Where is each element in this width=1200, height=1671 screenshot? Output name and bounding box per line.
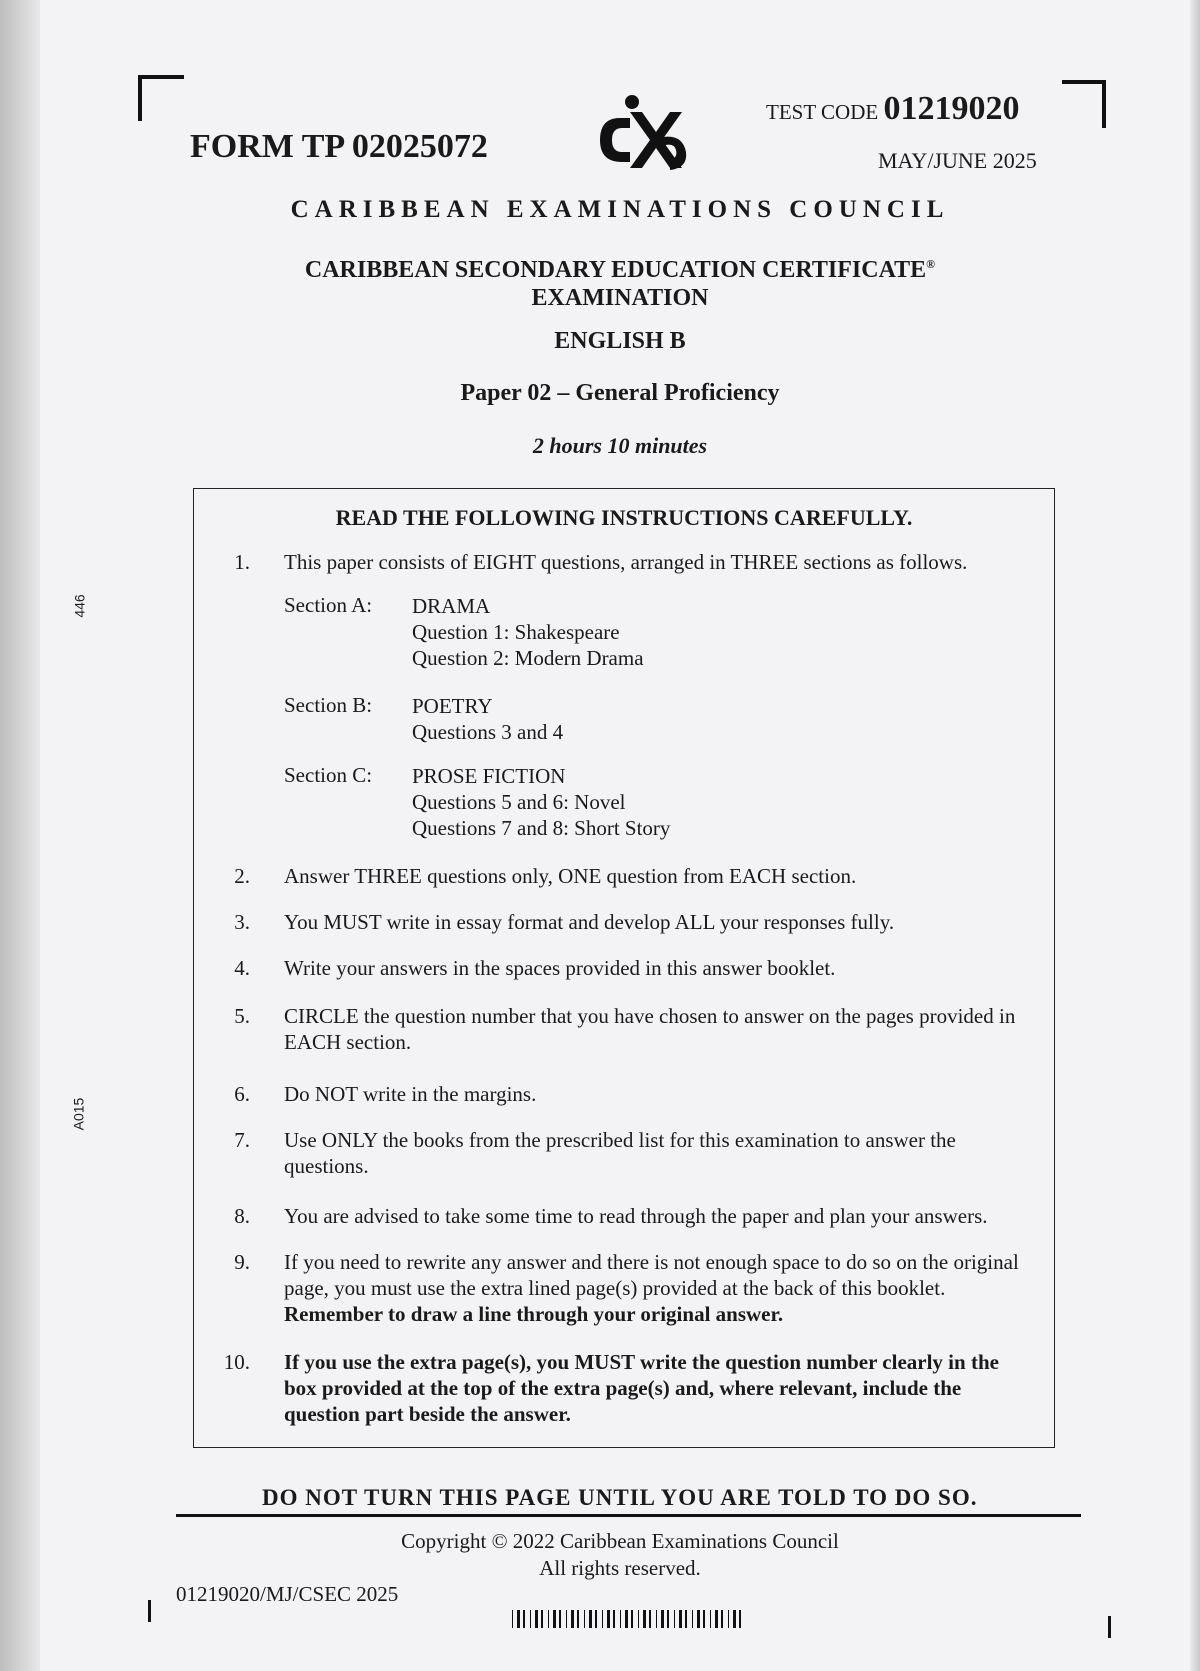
registered-mark: ® (926, 257, 936, 271)
section-line: Questions 3 and 4 (412, 720, 564, 744)
footer-rule (176, 1514, 1081, 1517)
certificate-line-1: CARIBBEAN SECONDARY EDUCATION CERTIFICATE (304, 257, 927, 283)
item-number: 2. (234, 864, 250, 888)
copyright-line: Copyright © 2022 Caribbean Examinations Council (401, 1529, 839, 1553)
corner-mark-top-right (1062, 80, 1106, 128)
item-text: Answer THREE questions only, ONE question from EACH section. (284, 864, 857, 888)
corner-mark-top-left (138, 75, 184, 121)
corner-mark-bottom-right (1108, 1616, 1111, 1638)
paper-title: Paper 02 – General Proficiency (460, 380, 780, 406)
duration: 2 hours 10 minutes (532, 433, 708, 458)
section-line: Question 1: Shakespeare (412, 620, 620, 644)
item-number: 3. (234, 910, 250, 934)
test-code-label: TEST CODE (766, 100, 879, 124)
item-number: 4. (234, 956, 250, 980)
item-text: CIRCLE the question number that you have chosen to answer on the pages provided in EACH section. (284, 1004, 1016, 1054)
item-text: Write your answers in the spaces provided in this answer booklet. (284, 956, 836, 980)
corner-mark-bottom-left (148, 1600, 151, 1622)
item-text: You are advised to take some time to read through the paper and plan your answers. (284, 1204, 988, 1228)
section-line: Questions 5 and 6: Novel (412, 790, 626, 814)
item-number: 7. (234, 1128, 250, 1152)
item-text: Use ONLY the books from the prescribed list for this examination to answer the questions. (284, 1128, 956, 1178)
section-b-body (412, 693, 563, 745)
section-c-label: Section C: (284, 763, 373, 787)
item-number: 9. (234, 1250, 250, 1274)
item-number: 8. (234, 1204, 250, 1228)
barcode-icon (512, 1610, 748, 1628)
cxc-logo-icon (590, 92, 690, 174)
item-number: 6. (234, 1082, 250, 1106)
item-text: If you use the extra page(s), you MUST write the question number clearly in the box provided at the top of the extra page(s) and, where relevant, include the question part beside the answer. (284, 1350, 999, 1426)
section-a-label: Section A: (284, 593, 373, 617)
item-text (284, 1249, 1034, 1327)
instructions-box (193, 488, 1055, 1448)
item-text-regular: If you need to rewrite any answer and there is not enough space to do so on the original page, you must use the extra lined page(s) provided at the back of this booklet. (284, 1250, 1019, 1300)
section-c-body (412, 763, 670, 841)
test-code-number: 01219020 (883, 90, 1020, 127)
item-text-bold: Remember to draw a line through your original answer. (284, 1302, 784, 1326)
certificate-line-2: EXAMINATION (531, 285, 709, 311)
item-number: 1. (234, 550, 250, 574)
item-number: 10. (223, 1350, 250, 1374)
form-tp-code: FORM TP 02025072 (190, 128, 488, 165)
rights-line: All rights reserved. (539, 1556, 701, 1580)
do-not-turn-warning: DO NOT TURN THIS PAGE UNTIL YOU ARE TOLD TO DO SO. (262, 1485, 978, 1510)
section-line: Question 2: Modern Drama (412, 646, 644, 670)
side-mark-a015: A015 (70, 1097, 87, 1131)
side-mark-446: 446 (71, 594, 88, 618)
item-text: This paper consists of EIGHT questions, arranged in THREE sections as follows. (284, 550, 968, 574)
instructions-heading: READ THE FOLLOWING INSTRUCTIONS CAREFULLY. (335, 505, 913, 530)
subject-title: ENGLISH B (554, 328, 686, 354)
copyright (0, 1528, 1200, 1582)
section-b-label: Section B: (284, 693, 373, 717)
item-number: 5. (234, 1004, 250, 1028)
test-code (766, 90, 1019, 128)
council-name: CARIBBEAN EXAMINATIONS COUNCIL (290, 196, 950, 223)
section-a-body (412, 593, 644, 671)
exam-session: MAY/JUNE 2025 (878, 148, 1037, 173)
section-line: Questions 7 and 8: Short Story (412, 816, 671, 840)
section-line: POETRY (412, 694, 493, 718)
paper-reference: 01219020/MJ/CSEC 2025 (176, 1582, 399, 1606)
section-line: DRAMA (412, 594, 491, 618)
certificate-title (0, 250, 1200, 312)
item-text: Do NOT write in the margins. (284, 1082, 537, 1106)
section-line: PROSE FICTION (412, 764, 566, 788)
item-text: You MUST write in essay format and develop ALL your responses fully. (284, 910, 895, 934)
